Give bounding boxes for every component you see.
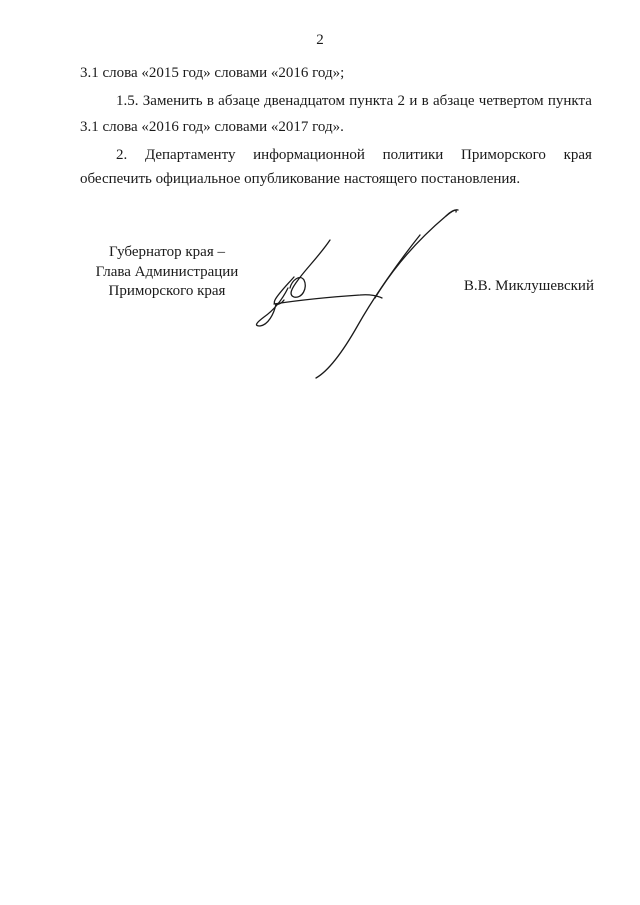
paragraph-line: 3.1 слова «2016 год» словами «2017 год». [80,119,344,135]
signatory-title-line: Глава Администрации [95,263,239,280]
handwritten-signature [250,200,470,385]
justified-word: края [563,147,592,163]
signatory-name: В.В. Миклушевский [463,278,594,294]
justified-word: Приморского [461,147,546,163]
signatory-title-line: Приморского края [108,283,226,299]
signature-stroke [290,240,330,297]
justified-word: 2 [397,93,406,109]
justified-word: двенадцатом [264,93,345,109]
justified-word: Департаменту [144,147,236,163]
signature-stroke [257,288,288,326]
justified-word: и [409,93,418,109]
signatory-title-line: Губернатор края – [109,244,225,260]
paragraph-line: обеспечить официальное опубликование настоящего постановления. [80,171,521,187]
paragraph-line-justified [80,142,592,168]
justified-line-1-5 [80,88,592,114]
paragraph-line-justified [80,88,592,114]
justified-word: в [421,93,429,109]
justified-line-2 [80,142,592,168]
justified-word: 1.5. [116,93,139,109]
justified-word: абзаце [218,93,260,109]
justified-word: пункта [349,93,394,109]
signature-stroke [375,210,456,298]
justified-word: пункта [547,93,592,109]
signatory-title [72,243,262,302]
justified-word: 2. [116,147,128,163]
paragraph-line: 3.1 слова «2015 год» словами «2016 год»; [80,65,345,81]
justified-word: четвертом [478,93,544,109]
justified-word: Заменить [142,93,203,109]
justified-word: в [206,93,214,109]
page-number: 2 [316,32,324,48]
signature-stroke [274,295,382,304]
justified-word: информационной [253,147,365,163]
justified-word: абзаце [432,93,475,109]
justified-word: политики [382,147,444,163]
